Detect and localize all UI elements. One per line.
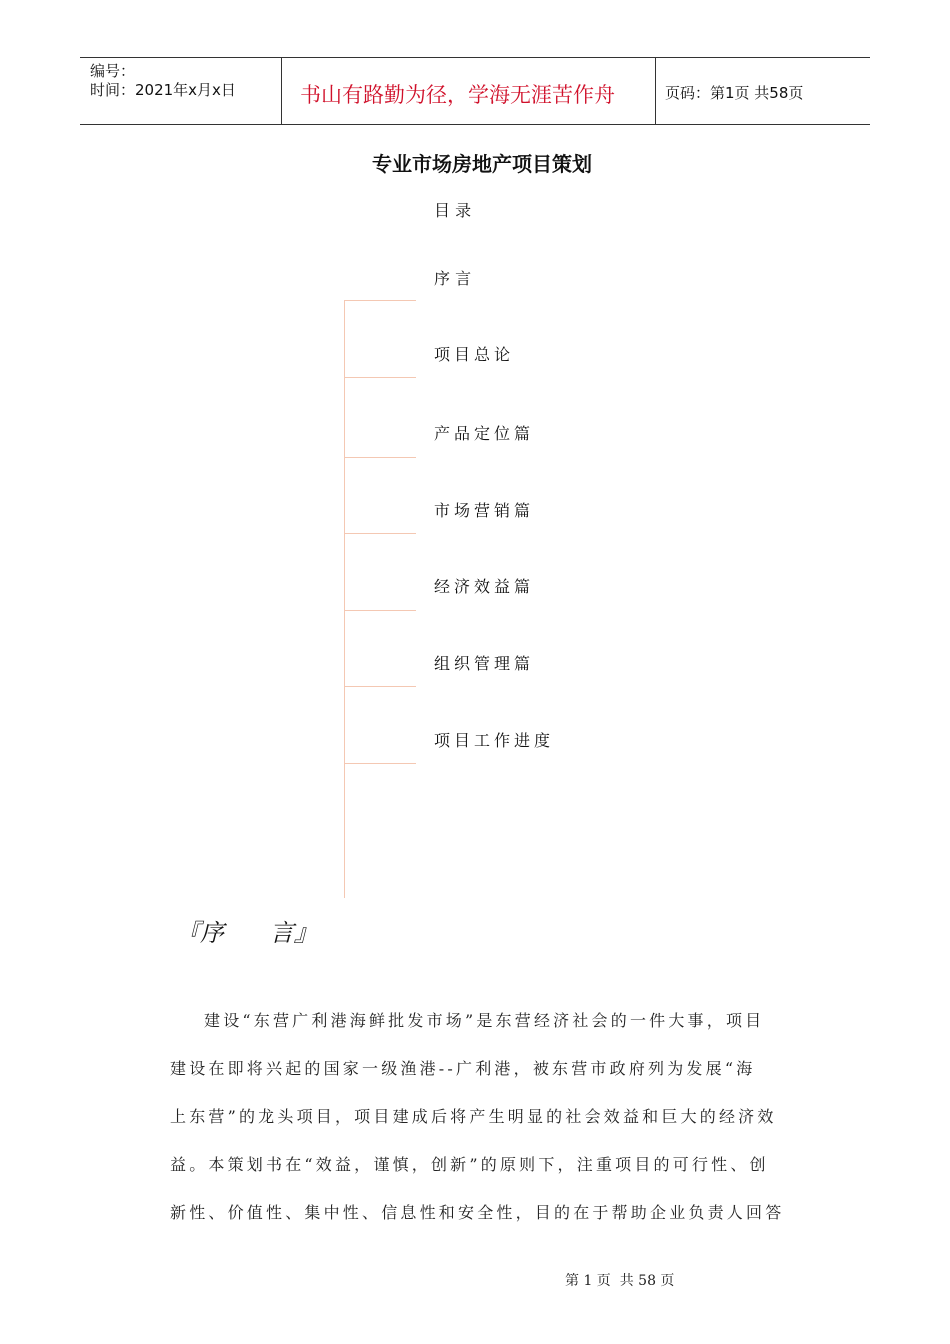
toc-item-overview[interactable]: 项目总论 — [434, 345, 515, 364]
header-slogan: 书山有路勤为径，学海无涯苦作舟 — [300, 83, 615, 107]
toc-heading: 目 录 — [434, 201, 472, 220]
toc-item-schedule[interactable]: 项目工作进度 — [434, 731, 555, 750]
page-footer: 第 1 页 共 58 页 — [565, 1273, 675, 1289]
preface-line: 建设“东营广利港海鲜批发市场”是东营经济社会的一件大事，项目 — [204, 1011, 765, 1030]
preface-heading: 『序 言』 — [176, 919, 318, 947]
toc-bracket-tick — [344, 377, 416, 378]
toc-item-organization[interactable]: 组织管理篇 — [434, 654, 535, 673]
header-page-info: 页码：第1页 共58页 — [665, 84, 804, 102]
toc-bracket-tick — [344, 533, 416, 534]
toc-bracket-tick — [344, 457, 416, 458]
toc-item-positioning[interactable]: 产品定位篇 — [434, 424, 535, 443]
toc-bracket-tick — [344, 610, 416, 611]
document-number-label: 编号： — [90, 62, 136, 80]
toc-item-marketing[interactable]: 市场营销篇 — [434, 501, 535, 520]
header-top-border — [80, 57, 870, 58]
toc-item-preface[interactable]: 序 言 — [434, 269, 472, 288]
document-date-label: 时间：2021年x月x日 — [90, 81, 236, 99]
toc-bracket-tick — [344, 763, 416, 764]
preface-line: 新性、价值性、集中性、信息性和安全性，目的在于帮助企业负责人回答 — [170, 1203, 785, 1222]
toc-bracket-tick — [344, 300, 416, 301]
toc-item-economics[interactable]: 经济效益篇 — [434, 577, 535, 596]
document-title: 专业市场房地产项目策划 — [372, 152, 592, 176]
toc-bracket-vertical — [344, 300, 345, 898]
preface-line: 上东营”的龙头项目，项目建成后将产生明显的社会效益和巨大的经济效 — [170, 1107, 777, 1126]
preface-line: 益。本策划书在“效益，谨慎，创新”的原则下，注重项目的可行性、创 — [170, 1155, 769, 1174]
header-bottom-border — [80, 124, 870, 125]
toc-bracket-tick — [344, 686, 416, 687]
preface-line: 建设在即将兴起的国家一级渔港--广利港，被东营市政府列为发展“海 — [170, 1059, 756, 1078]
header-divider-left — [281, 57, 282, 124]
header-divider-right — [655, 57, 656, 124]
